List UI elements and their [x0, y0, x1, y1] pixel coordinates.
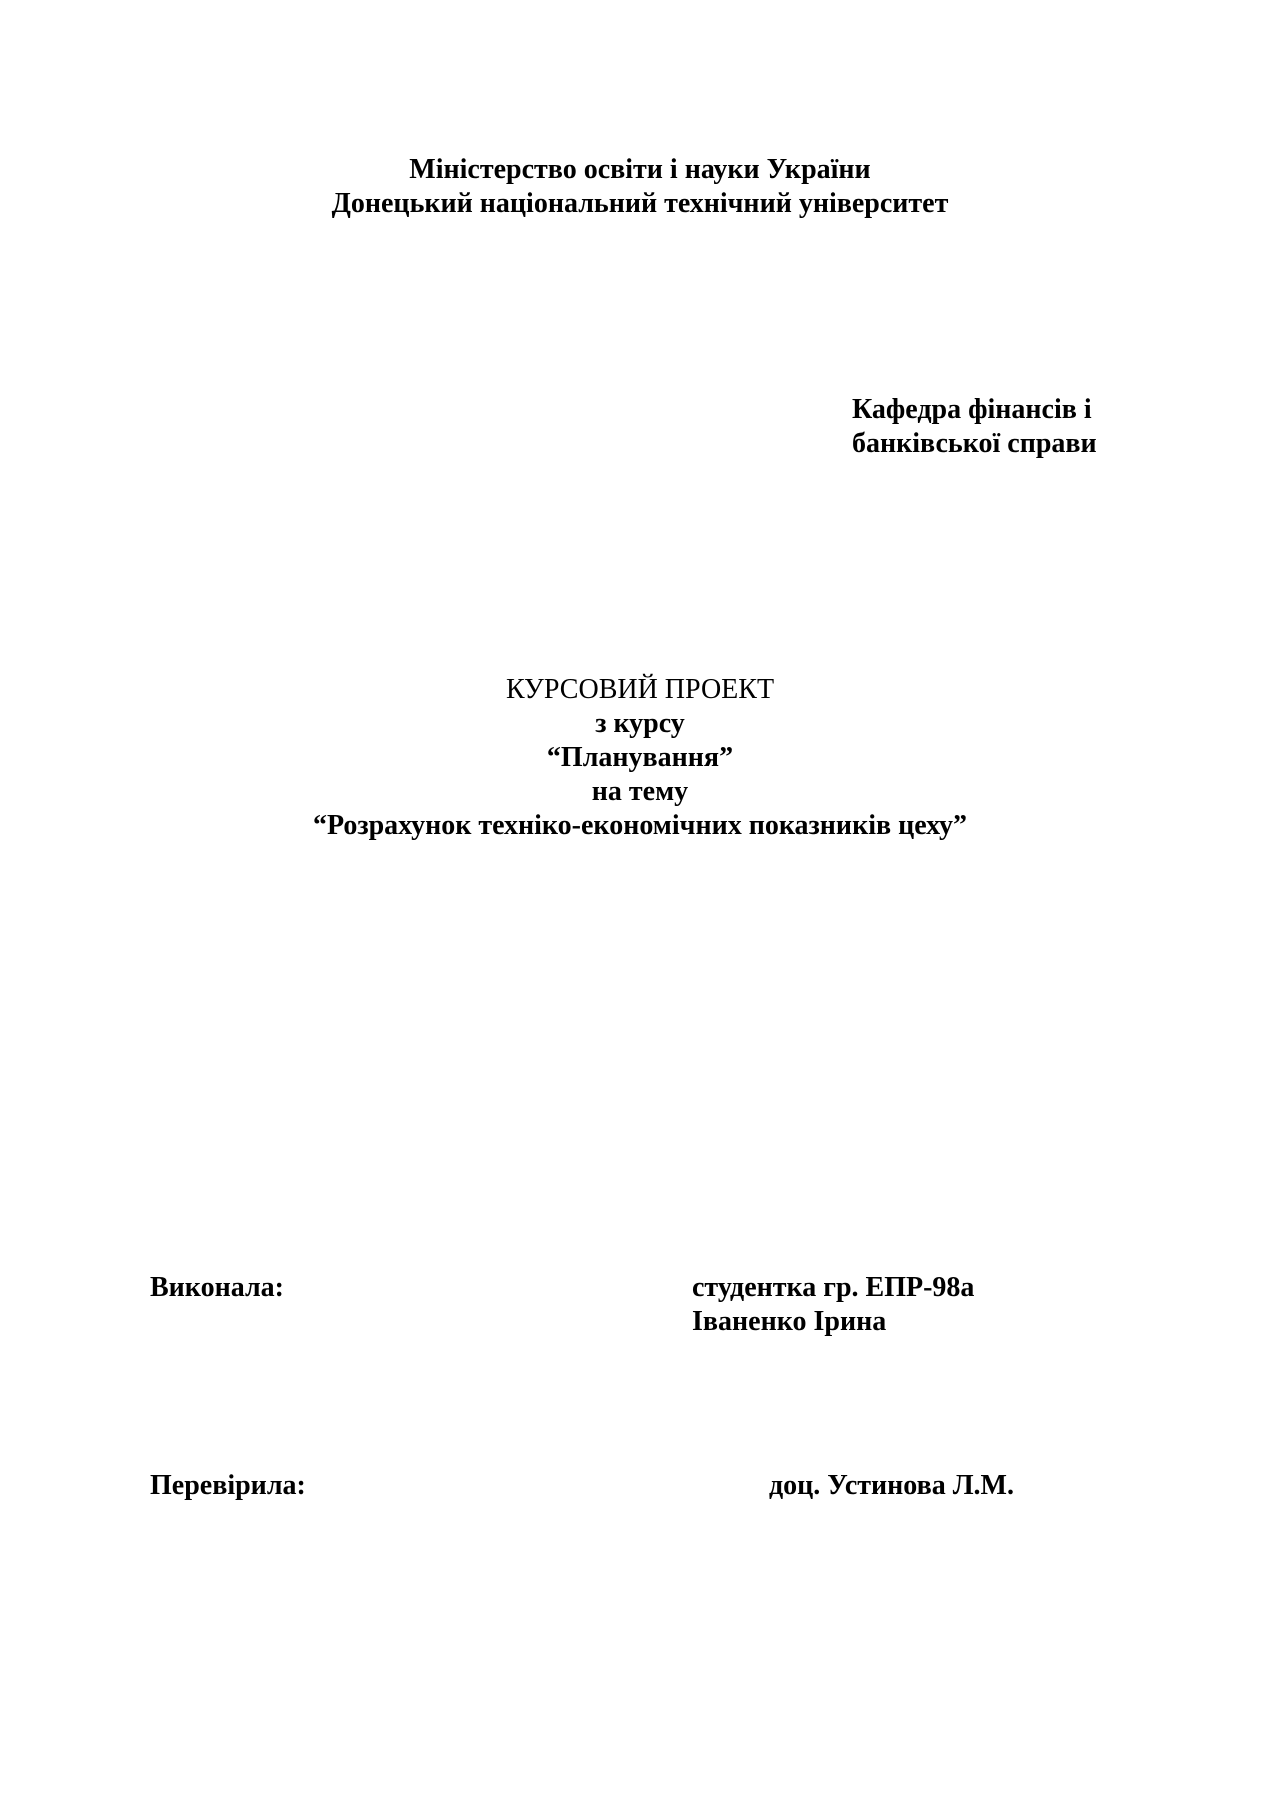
- checked-label: Перевірила:: [150, 1470, 306, 1501]
- topic-prefix: на тему: [591, 776, 689, 807]
- ministry-title: Міністерство освіти і науки України: [409, 154, 871, 185]
- student-group: студентка гр. ЕПР-98а: [692, 1272, 975, 1303]
- student-name: Іваненко Ірина: [692, 1306, 887, 1337]
- project-type: КУРСОВИЙ ПРОЕКТ: [505, 674, 775, 705]
- topic-title: “Розрахунок техніко-економічних показників цеху”: [312, 810, 968, 841]
- course-name: “Планування”: [546, 742, 734, 773]
- course-prefix: з курсу: [595, 708, 685, 739]
- university-title: Донецький національний технічний університет: [331, 188, 949, 219]
- performed-label: Виконала:: [150, 1272, 284, 1303]
- reviewer-name: доц. Устинова Л.М.: [769, 1470, 1014, 1501]
- department-line-1: Кафедра фінансів і: [852, 394, 1092, 425]
- department-line-2: банківської справи: [852, 428, 1097, 459]
